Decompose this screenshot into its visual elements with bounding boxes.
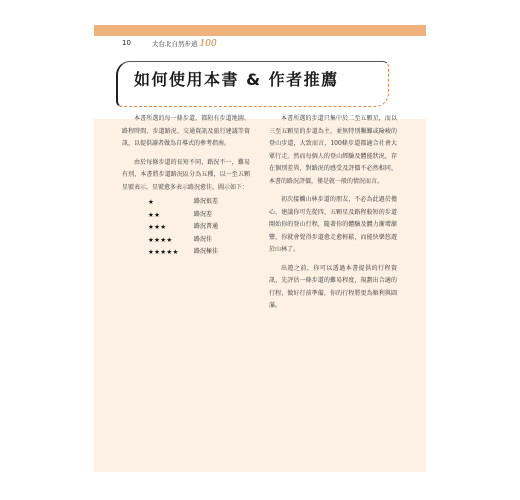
rating-row (122, 246, 250, 259)
left-paragraph-2: 由於每條步道的長短不同，路況不一，難易有別，本書將步道路況區分為五種，以一至五顆星號表示，星號愈多表示路況愈佳，圖示如下： (122, 158, 250, 191)
star-rating-icon: ★★★★★ (148, 248, 179, 256)
page-number: 10 (122, 39, 131, 47)
rating-label: 路況很差 (194, 198, 219, 205)
running-title-number: 100 (199, 39, 217, 49)
running-title (152, 39, 217, 49)
right-column (269, 113, 397, 319)
star-rating-icon: ★★★ (148, 223, 167, 231)
star-rating-icon: ★ (148, 198, 155, 206)
rating-label: 路況差 (194, 210, 213, 218)
left-column (122, 113, 250, 259)
running-title-text: 大台北自然步道 (152, 40, 198, 48)
rating-label: 路況普通 (194, 223, 219, 230)
rating-row (122, 234, 250, 247)
book-page (94, 25, 426, 472)
right-paragraph-2: 初次接觸山林步道的朋友，不必為此過於擔心，建議你可先從四、五顆星及路程較短的步道開始你的登山行程，隨著你的體驗及體力漸增漸豐，你就會覺得步道愈走愈輕鬆，而能快樂悠遊於山林了。 (269, 196, 397, 253)
top-color-bar (94, 25, 426, 36)
page-header (94, 36, 426, 53)
rating-row (122, 209, 250, 222)
rating-row (122, 221, 250, 234)
right-paragraph-3: 出遊之前，你可以透過本書提供的行程資訊，先評估一條步道的難易程度，規劃出合適的行程，做好行前準備，你的行程將更為順利與圓滿。 (269, 264, 397, 309)
rating-row (122, 196, 250, 209)
right-paragraph-1: 本書所選的步道只集中於二至五顆星，而以三至五顆星的步道為主，並無特別艱難或險峻的登山步道，大致而言，100條步道都適合社會大眾行走。然而每個人的登山經驗及體能狀況，存在個別差異，對路況的感受及評價不必然相同，本書的路況評價，僅是就一般的情況而言。 (269, 115, 397, 185)
left-paragraph-1: 本書所選的每一條步道，都附有步道地圖、路程時間、步道路況、交通資訊及旅行建議等資訊，以提供讀者做為自導式的參考指南。 (122, 115, 250, 147)
rating-label: 路況極佳 (194, 248, 219, 255)
star-rating-icon: ★★ (148, 210, 161, 219)
page-title: 如何使用本書 & 作者推薦 (134, 70, 339, 89)
rating-legend (122, 196, 250, 259)
rating-label: 路況佳 (194, 235, 213, 243)
star-rating-icon: ★★★★ (148, 235, 173, 244)
